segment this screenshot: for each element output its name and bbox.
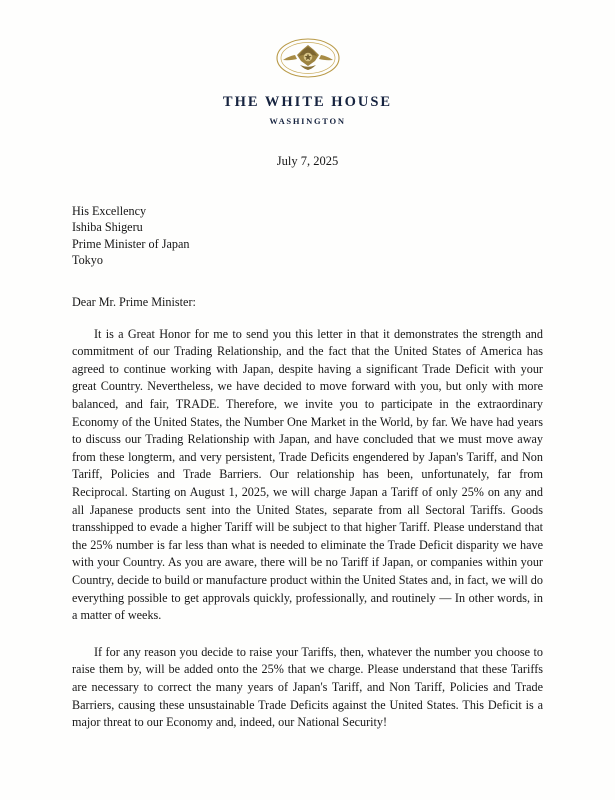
white-house-title: THE WHITE HOUSE — [222, 94, 393, 110]
presidential-seal-icon — [275, 36, 341, 78]
paragraph-2: If for any reason you decide to raise your Tariffs, then, whatever the number you choose to raise them by, will be added onto the 25% that we charge. Please understand that these Tariffs are necessary to correct the many years of Japan's Tariff, and Non Tariff, Policies and Trade Barriers, causing these unsustainable Trade Deficits against the United States. This Deficit is a major threat to our Economy and, indeed, our National Security! — [72, 644, 543, 730]
washington-subtitle: WASHINGTON — [269, 116, 346, 126]
address-line-4: Tokyo — [72, 253, 103, 268]
letter-date: July 7, 2025 — [276, 154, 339, 168]
address-line-1: His Excellency — [72, 204, 147, 218]
letterhead — [0, 94, 615, 126]
recipient-address — [72, 203, 543, 269]
address-line-2: Ishiba Shigeru — [72, 220, 143, 235]
paragraph-1: It is a Great Honor for me to send you this letter in that it demonstrates the strength and commitment of our Trading Relationship, and the fact that the United States of America has agreed to continue working with Japan, despite having a significant Trade Deficit with your great Country. Nevertheless, we have decided to move forward with you, but only with more balanced, and fair, TRADE. Therefore, we invite you to participate in the extraordinary Economy of the United States, the Number One Market in the World, by far. We have had years to discuss our Trading Relationship with Japan, and have concluded that we must move away from these longterm, and very persistent, Trade Deficits engendered by Japan's Tariff, and Non Tariff, Policies and Trade Barriers. Our relationship has been, unfortunately, far from Reciprocal. Starting on August 1, 2025, we will charge Japan a Tariff of only 25% on any and all Japanese products sent into the United States, separate from all Sectoral Tariffs. Goods transshipped to evade a higher Tariff will be subject to that higher Tariff. Please understand that the 25% number is far less than what is needed to eliminate the Trade Deficit disparity we have with your Country. As you are aware, there will be no Tariff if Japan, or companies within your Country, decide to build or manufacture product within the United States and, in fact, we will do everything possible to get approvals quickly, professionally, and routinely — In other words, in a matter of weeks. — [72, 326, 543, 623]
seal-container — [0, 0, 615, 78]
salutation: Dear Mr. Prime Minister: — [72, 294, 196, 309]
address-line-3: Prime Minister of Japan — [72, 236, 190, 251]
letter-body — [72, 203, 543, 732]
